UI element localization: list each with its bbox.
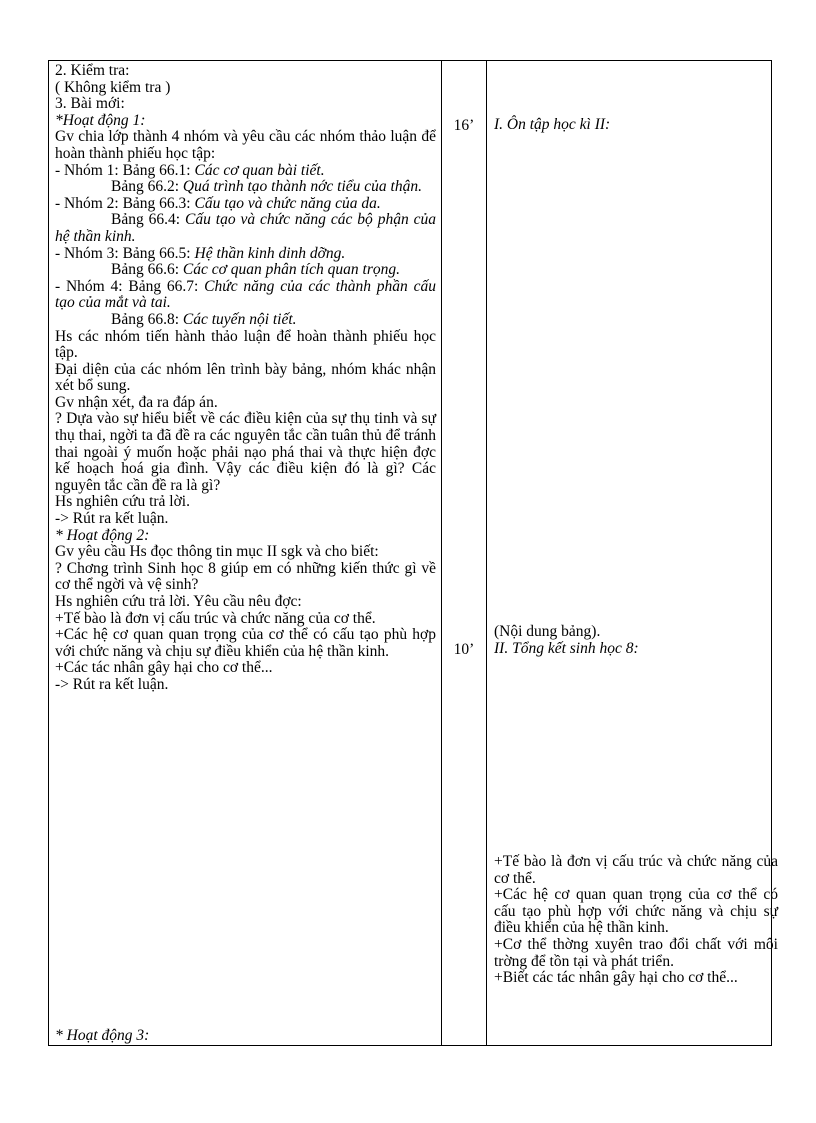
text-line: 3. Bài mới: — [55, 95, 125, 113]
section-2-block — [487, 624, 786, 657]
paragraph: Gv nhận xét, đa ra đáp án. — [55, 393, 218, 411]
table-title: Chức năng của các thành phần cấu tạo của mắt và tai. — [55, 277, 436, 312]
group-1-table-a — [55, 163, 436, 180]
paragraph: Hs nghiên cứu trả lời. — [55, 493, 190, 511]
paragraph: Hs nghiên cứu trả lời. Yêu cầu nêu đợc: — [55, 593, 302, 610]
time-value: 16’ — [453, 117, 475, 134]
activity-1-heading: *Hoạt động 1: — [55, 111, 146, 129]
group-1-table-b — [55, 179, 436, 196]
bullet: +Các hệ cơ quan quan trọng của cơ thể có cấu tạo phù hợp với chức năng và chịu sự điều khiển của hệ thần kinh. — [494, 886, 778, 937]
table-label: - Nhóm 3: Bảng 66.5: — [55, 244, 195, 262]
summary-list — [487, 854, 786, 987]
group-3-table-a — [55, 246, 436, 263]
table-title: Cấu tạo và chức năng của da. — [194, 194, 381, 212]
table-title: Các cơ quan bài tiết. — [194, 161, 325, 179]
group-2-table-b — [55, 212, 436, 245]
table-label: - Nhóm 4: Bảng 66.7: — [55, 277, 205, 295]
time-column — [442, 61, 487, 1046]
section-1-heading — [487, 117, 786, 134]
table-label: - Nhóm 1: Bảng 66.1: — [55, 161, 195, 179]
time-value: 10’ — [453, 641, 475, 658]
bullet: +Tế bào là đơn vị cấu trúc và chức năng của cơ thể. — [55, 609, 376, 627]
table-label: Bảng 66.2: — [111, 178, 183, 196]
bullet: +Biết các tác nhân gây hại cho cơ thể... — [494, 969, 738, 987]
question: ? Chơng trình Sinh học 8 giúp em có những kiến thức gì về cơ thể ngời và vệ sinh? — [55, 559, 436, 594]
group-4-table-a — [55, 279, 436, 312]
table-label: - Nhóm 2: Bảng 66.3: — [55, 194, 195, 212]
lesson-table — [48, 60, 778, 1046]
table-label: Bảng 66.4: — [111, 211, 185, 229]
table-title: Quá trình tạo thành nớc tiểu của thận. — [182, 178, 422, 196]
activities-column — [49, 61, 442, 1046]
activities-text — [49, 61, 441, 694]
table-label: Bảng 66.6: — [111, 261, 183, 279]
paragraph: Gv chia lớp thành 4 nhóm và yêu cầu các nhóm thảo luận để hoàn thành phiếu học tập: — [55, 128, 436, 162]
paragraph: Hs các nhóm tiến hành thảo luận để hoàn thành phiếu học tập. — [55, 327, 436, 362]
activity-3-heading: * Hoạt động 3: — [55, 1027, 150, 1044]
table-title: Các tuyến nội tiết. — [182, 310, 297, 328]
group-3-table-b — [55, 262, 436, 279]
question: ? Dựa vào sự hiểu biết về các điều kiện của sự thụ tinh và sự thụ thai, ngời ta đã đề ra các nguyên tắc cần tuân thủ để tránh thai ngoài ý muốn hoặc phải nạo phá thai và thực hiện đợc kế hoạch hoá gia đình. Vậy các điều kiện đó là gì? Các nguyên tắc cần đề ra là gì? — [55, 410, 436, 494]
table-label: Bảng 66.8: — [111, 310, 183, 328]
table-title: Các cơ quan phân tích quan trọng. — [182, 261, 400, 279]
table-row — [49, 61, 772, 1046]
section-title: I. Ôn tập học kì II: — [494, 116, 611, 133]
section-title: II. Tổng kết sinh học 8: — [494, 639, 639, 657]
table-title: Cấu tạo và chức năng các bộ phận của hệ thần kinh. — [55, 211, 436, 245]
text-line: 2. Kiểm tra: — [55, 62, 130, 79]
content-column — [487, 61, 778, 1046]
group-2-table-a — [55, 196, 436, 213]
bullet: +Các hệ cơ quan quan trọng của cơ thể có cấu tạo phù hợp với chức năng và chịu sự điều khiển của hệ thần kinh. — [55, 626, 436, 660]
activity-2-heading: * Hoạt động 2: — [55, 526, 150, 544]
conclusion: -> Rút ra kết luận. — [55, 510, 169, 528]
bullet: +Tế bào là đơn vị cấu trúc và chức năng của cơ thể. — [494, 853, 778, 887]
text-line: ( Không kiểm tra ) — [55, 78, 171, 96]
section-note: (Nội dung bảng). — [494, 623, 601, 640]
paragraph: Gv yêu cầu Hs đọc thông tin mục II sgk và cho biết: — [55, 543, 379, 561]
bullet: +Cơ thể thờng xuyên trao đổi chất với môi trờng để tồn tại và phát triển. — [494, 935, 778, 970]
table-title: Hệ thần kinh dinh dỡng. — [194, 244, 346, 262]
group-4-table-b — [55, 312, 436, 329]
bullet: +Các tác nhân gây hại cho cơ thể... — [55, 659, 273, 677]
conclusion: -> Rút ra kết luận. — [55, 675, 169, 693]
paragraph: Đại diện của các nhóm lên trình bày bảng, nhóm khác nhận xét bổ sung. — [55, 360, 436, 395]
